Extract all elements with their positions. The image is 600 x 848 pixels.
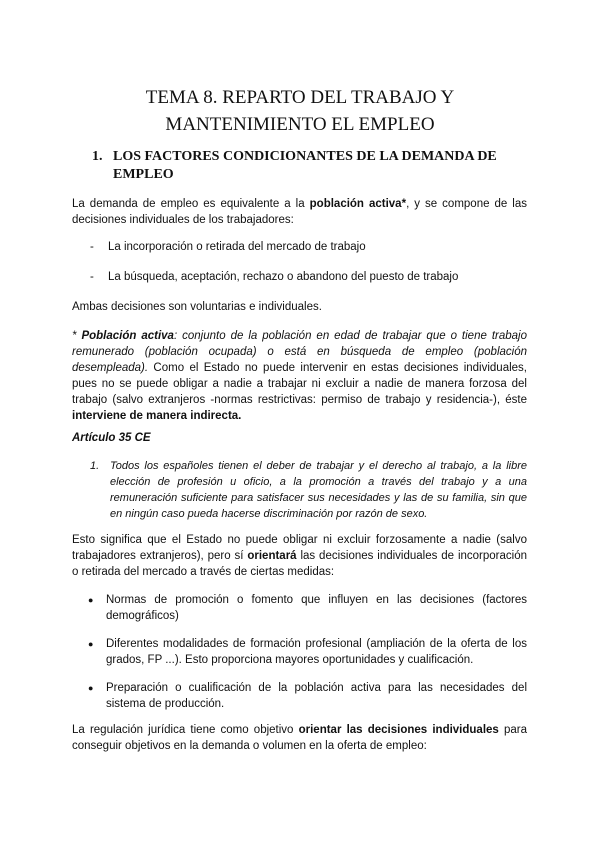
bullet-icon: ● <box>88 595 94 605</box>
section-heading-text: LOS FACTORES CONDICIONANTES DE LA DEMANDA DE EMPLEO <box>113 149 497 182</box>
dash-item <box>90 269 458 285</box>
note-paragraph <box>72 328 527 424</box>
title-line-2: MANTENIMIENTO EL EMPLEO <box>165 114 435 135</box>
intro-paragraph <box>72 196 527 228</box>
bullet-text: Normas de promoción o fomento que influyen en las decisiones (factores demográficos) <box>106 594 527 622</box>
article-label: Artículo 35 CE <box>72 432 151 444</box>
dash-item-text: La búsqueda, aceptación, rechazo o abandono del puesto de trabajo <box>108 271 459 283</box>
meaning-text: Esto significa que el Estado no puede obligar ni excluir forzosamente a nadie (salvo trabajadores extranjeros), pero sí <box>72 534 527 562</box>
bullet-item <box>88 636 527 668</box>
section-number: 1. <box>92 149 103 164</box>
dash-marker: - <box>90 271 94 283</box>
note-term: Población activa <box>81 330 174 342</box>
bullet-text: Diferentes modalidades de formación profesional (ampliación de la oferta de los grados, FP ...). Esto proporciona mayores oportunidades y cualificación. <box>106 638 527 666</box>
intro-bold-term: población activa* <box>309 198 407 210</box>
regulation-text-end: para conseguir objetivos en la demanda o volumen en la oferta de empleo: <box>72 724 527 752</box>
regulation-text: La regulación jurídica tiene como objetivo <box>72 724 299 736</box>
intro-text-end: , y se compone de las decisiones individuales de los trabajadores: <box>72 198 527 226</box>
article-number: 1. <box>90 460 100 472</box>
bullet-icon: ● <box>88 639 94 649</box>
bullet-item <box>88 680 527 712</box>
note-bold-end: interviene de manera indirecta. <box>72 410 242 422</box>
meaning-text-end: las decisiones individuales de incorporación o retirada del mercado a través de ciertas medidas: <box>72 550 527 578</box>
section-heading <box>92 148 512 184</box>
document-title <box>60 84 540 138</box>
intro-text: La demanda de empleo es equivalente a la <box>72 198 310 210</box>
title-line-1: TEMA 8. REPARTO DEL TRABAJO Y <box>145 87 455 108</box>
bullet-icon: ● <box>88 683 94 693</box>
article-quote <box>90 458 527 522</box>
regulation-paragraph <box>72 722 527 754</box>
meaning-paragraph <box>72 532 527 580</box>
meaning-bold: orientará <box>247 550 297 562</box>
regulation-bold: orientar las decisiones individuales <box>298 724 499 736</box>
note-continuation: Como el Estado no puede intervenir en estas decisiones individuales, pues no se puede obligar a nadie a trabajar ni excluir a nadie de manera forzosa del trabajo (salvo extranjeros -normas restrictivas: permiso de trabajo y residencia-), éste <box>72 362 527 406</box>
note-definition: : conjunto de la población en edad de trabajar que o tiene trabajo remunerado (población ocupada) o está en búsqueda de empleo (población desempleada). <box>72 330 527 374</box>
bullet-item <box>88 592 527 624</box>
note-star: * <box>72 330 82 342</box>
dash-item <box>90 239 366 255</box>
dash-marker: - <box>90 241 94 253</box>
article-text: Todos los españoles tienen el deber de trabajar y el derecho al trabajo, a la libre elección de profesión u oficio, a la promoción a través del trabajo y a una remuneración suficiente para satisfacer sus necesidades y las de su familia, sin que en ningún caso pueda hacerse discriminación por razón de sexo. <box>110 460 527 520</box>
both-decisions-paragraph: Ambas decisiones son voluntarias e individuales. <box>72 301 322 313</box>
dash-item-text: La incorporación o retirada del mercado de trabajo <box>108 241 366 253</box>
bullet-text: Preparación o cualificación de la población activa para las necesidades del sistema de producción. <box>106 682 527 710</box>
